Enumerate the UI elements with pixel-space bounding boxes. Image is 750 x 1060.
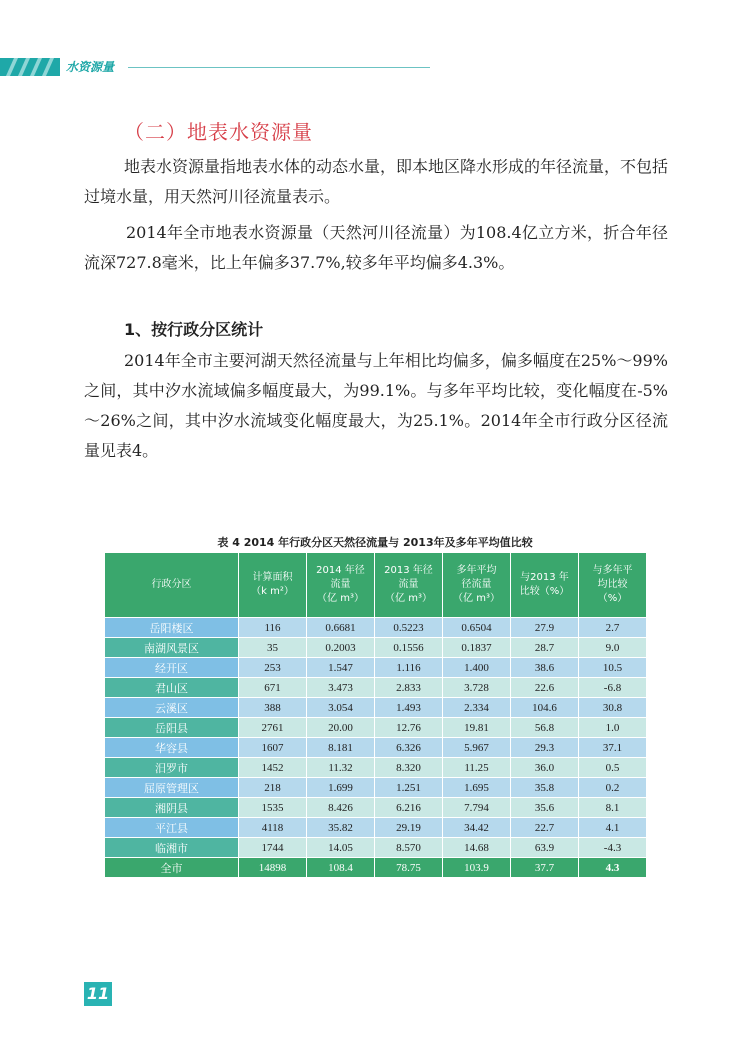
- table-cell: 10.5: [579, 658, 647, 678]
- section-title: （二）地表水资源量: [124, 120, 313, 144]
- table-cell: 34.42: [443, 818, 511, 838]
- total-label-cell: 全市: [105, 858, 239, 878]
- table-header-cell: [239, 553, 307, 618]
- table-header-text: 与2013 年: [520, 572, 569, 583]
- table-cell: 4118: [239, 818, 307, 838]
- table-row: [105, 638, 647, 658]
- paragraph-district-stats: 2014年全市主要河湖天然径流量与上年相比均偏多，偏多幅度在25%～99%之间，其中汐水流域偏多幅度最大，为99.1%。与多年平均比较，变化幅度在-5%～26%之间，其中汐水流域变化幅度最大，为25.1%。2014年全市行政分区径流量见表4。: [84, 351, 668, 460]
- running-header: [0, 58, 750, 80]
- table-cell: 0.1556: [375, 638, 443, 658]
- district-name-cell: 湘阴县: [105, 798, 239, 818]
- table-header-text: 径流量: [461, 579, 492, 590]
- paragraph-definition: 地表水资源量指地表水体的动态水量，即本地区降水形成的年径流量，不包括过境水量，用天然河川径流量表示。: [84, 157, 669, 206]
- table-cell: 6.216: [375, 798, 443, 818]
- table-cell: 37.1: [579, 738, 647, 758]
- table-cell: 3.728: [443, 678, 511, 698]
- table-cell: 14.05: [307, 838, 375, 858]
- district-name-cell: 君山区: [105, 678, 239, 698]
- table-cell: 1607: [239, 738, 307, 758]
- table-cell: 0.5223: [375, 618, 443, 638]
- table-cell: 20.00: [307, 718, 375, 738]
- table-cell: 0.6504: [443, 618, 511, 638]
- table-header-text: 行政分区: [151, 579, 192, 590]
- total-cell: 78.75: [375, 858, 443, 878]
- table-cell: 38.6: [511, 658, 579, 678]
- table-row: [105, 718, 647, 738]
- table-header-text: 比较（%）: [519, 586, 570, 597]
- table-header-text: 计算面积: [252, 572, 293, 583]
- table-cell: 12.76: [375, 718, 443, 738]
- district-name-cell: 岳阳楼区: [105, 618, 239, 638]
- table-row: [105, 778, 647, 798]
- table-row: [105, 678, 647, 698]
- header-stripes-icon: [0, 58, 60, 76]
- table-header-text: 均比较: [597, 579, 628, 590]
- table-cell: 0.1837: [443, 638, 511, 658]
- table-header-text: 多年平均: [456, 565, 497, 576]
- table-cell: -4.3: [579, 838, 647, 858]
- table-cell: 3.054: [307, 698, 375, 718]
- table-cell: 8.426: [307, 798, 375, 818]
- table-cell: 104.6: [511, 698, 579, 718]
- table-cell: 8.1: [579, 798, 647, 818]
- table-cell: 116: [239, 618, 307, 638]
- table-header-text: （%）: [597, 593, 628, 604]
- table-cell: 1.400: [443, 658, 511, 678]
- total-cell: 4.3: [579, 858, 647, 878]
- table-cell: 56.8: [511, 718, 579, 738]
- table-cell: 35.6: [511, 798, 579, 818]
- table-cell: 0.2: [579, 778, 647, 798]
- table-cell: 1.0: [579, 718, 647, 738]
- table-header-cell: [511, 553, 579, 618]
- table-cell: 35.8: [511, 778, 579, 798]
- table-cell: -6.8: [579, 678, 647, 698]
- district-name-cell: 平江县: [105, 818, 239, 838]
- table-cell: 1.251: [375, 778, 443, 798]
- table-cell: 1.547: [307, 658, 375, 678]
- table-cell: 388: [239, 698, 307, 718]
- table-header-text: （亿 m³）: [317, 593, 364, 604]
- table-row: [105, 738, 647, 758]
- table-cell: 11.32: [307, 758, 375, 778]
- table-header-text: 2013 年径: [384, 565, 433, 576]
- table-cell: 35: [239, 638, 307, 658]
- total-cell: 103.9: [443, 858, 511, 878]
- table-header-text: 2014 年径: [316, 565, 365, 576]
- table-cell: 8.181: [307, 738, 375, 758]
- paragraph-summary: 2014年全市地表水资源量（天然河川径流量）为108.4亿立方米，折合年径流深727.8毫米，比上年偏多37.7%,较多年平均偏多4.3%。: [84, 223, 668, 272]
- table-caption: 表 4 2014 年行政分区天然径流量与 2013年及多年平均值比较: [217, 536, 533, 549]
- table-cell: 1744: [239, 838, 307, 858]
- district-name-cell: 南湖风景区: [105, 638, 239, 658]
- table-header-text: （亿 m³）: [453, 593, 500, 604]
- table-cell: 253: [239, 658, 307, 678]
- table-cell: 1452: [239, 758, 307, 778]
- table-cell: 1535: [239, 798, 307, 818]
- table-cell: 0.2003: [307, 638, 375, 658]
- table-cell: 7.794: [443, 798, 511, 818]
- table-cell: 1.493: [375, 698, 443, 718]
- table-cell: 1.695: [443, 778, 511, 798]
- table-cell: 1.116: [375, 658, 443, 678]
- table-header-cell: [443, 553, 511, 618]
- table-header-text: 流量: [330, 579, 351, 590]
- table-header-cell: [105, 553, 239, 618]
- table-cell: 22.7: [511, 818, 579, 838]
- table-header-cell: [307, 553, 375, 618]
- table-cell: 1.699: [307, 778, 375, 798]
- table-cell: 27.9: [511, 618, 579, 638]
- table-row: [105, 618, 647, 638]
- table-cell: 14.68: [443, 838, 511, 858]
- total-cell: 37.7: [511, 858, 579, 878]
- district-name-cell: 云溪区: [105, 698, 239, 718]
- table-header-cell: [579, 553, 647, 618]
- table-cell: 63.9: [511, 838, 579, 858]
- runoff-table: [104, 552, 647, 878]
- table-cell: 218: [239, 778, 307, 798]
- table-cell: 2761: [239, 718, 307, 738]
- table-cell: 2.334: [443, 698, 511, 718]
- table-cell: 671: [239, 678, 307, 698]
- table-cell: 36.0: [511, 758, 579, 778]
- header-rule: [128, 67, 430, 68]
- table-cell: 9.0: [579, 638, 647, 658]
- district-name-cell: 屈原管理区: [105, 778, 239, 798]
- district-name-cell: 华容县: [105, 738, 239, 758]
- table-cell: 35.82: [307, 818, 375, 838]
- table-cell: 3.473: [307, 678, 375, 698]
- table-row: [105, 698, 647, 718]
- table-cell: 0.5: [579, 758, 647, 778]
- table-header-text: 与多年平: [592, 565, 633, 576]
- total-cell: 108.4: [307, 858, 375, 878]
- table-cell: 4.1: [579, 818, 647, 838]
- table-row: [105, 818, 647, 838]
- table-header-text: （亿 m³）: [385, 593, 432, 604]
- table-cell: 8.570: [375, 838, 443, 858]
- table-cell: 0.6681: [307, 618, 375, 638]
- table-cell: 5.967: [443, 738, 511, 758]
- table-row: [105, 658, 647, 678]
- table-row: [105, 758, 647, 778]
- district-name-cell: 经开区: [105, 658, 239, 678]
- table-cell: 30.8: [579, 698, 647, 718]
- table-cell: 22.6: [511, 678, 579, 698]
- table-header-cell: [375, 553, 443, 618]
- table-total-row: [105, 858, 647, 878]
- table-header-row: [105, 553, 647, 618]
- table-cell: 28.7: [511, 638, 579, 658]
- table-header-text: 流量: [398, 579, 419, 590]
- subsection-title: 1、按行政分区统计: [124, 320, 264, 339]
- table-cell: 29.3: [511, 738, 579, 758]
- header-title: 水资源量: [66, 60, 115, 74]
- district-name-cell: 汨罗市: [105, 758, 239, 778]
- table-cell: 2.833: [375, 678, 443, 698]
- table-cell: 8.320: [375, 758, 443, 778]
- table-row: [105, 838, 647, 858]
- table-cell: 11.25: [443, 758, 511, 778]
- table-cell: 6.326: [375, 738, 443, 758]
- table-row: [105, 798, 647, 818]
- table-cell: 29.19: [375, 818, 443, 838]
- page-number: 11: [84, 982, 112, 1006]
- table-cell: 2.7: [579, 618, 647, 638]
- total-cell: 14898: [239, 858, 307, 878]
- table-cell: 19.81: [443, 718, 511, 738]
- district-name-cell: 临湘市: [105, 838, 239, 858]
- table-header-text: （k m²）: [251, 586, 294, 597]
- district-name-cell: 岳阳县: [105, 718, 239, 738]
